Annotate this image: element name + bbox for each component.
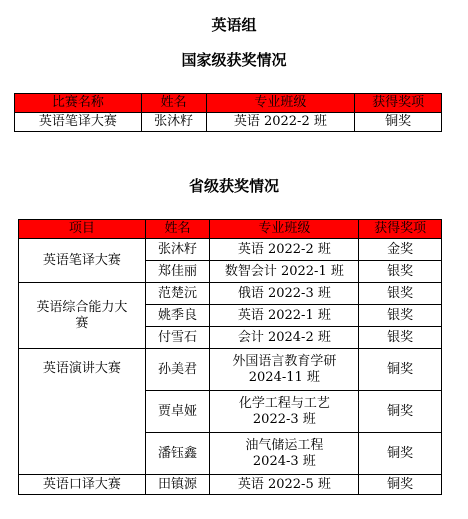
header-award: 获得奖项 [359, 220, 442, 239]
name-cell: 潘钰鑫 [145, 433, 210, 475]
header-project: 项目 [19, 220, 146, 239]
name-cell: 张沐籽 [141, 113, 206, 132]
award-cell: 铜奖 [359, 349, 442, 391]
provincial-heading: 省级获奖情况 [188, 177, 279, 195]
table-row [19, 349, 442, 391]
national-heading: 国家级获奖情况 [181, 51, 287, 69]
class-cell: 英语 2022-2 班 [206, 113, 355, 132]
name-cell: 孙美君 [145, 349, 210, 391]
header-competition: 比赛名称 [15, 94, 142, 113]
award-cell: 铜奖 [359, 433, 442, 475]
table-header-row [19, 220, 442, 239]
competition-cell: 英语笔译大赛 [19, 239, 146, 283]
award-cell: 银奖 [359, 305, 442, 327]
class-cell: 英语 2022-2 班 [210, 239, 359, 261]
competition-cell: 英语演讲大赛 [19, 349, 146, 475]
class-cell: 化学工程与工艺 2022-3 班 [210, 391, 359, 433]
class-cell: 俄语 2022-3 班 [210, 283, 359, 305]
table-row [19, 475, 442, 495]
class-cell: 数智会计 2022-1 班 [210, 261, 359, 283]
class-cell: 外国语言教育学研 2024-11 班 [210, 349, 359, 391]
header-award: 获得奖项 [355, 94, 442, 113]
name-cell: 张沐籽 [145, 239, 210, 261]
award-cell: 银奖 [359, 283, 442, 305]
name-cell: 贾卓娅 [145, 391, 210, 433]
name-cell: 付雪石 [145, 327, 210, 349]
award-cell: 铜奖 [359, 475, 442, 495]
competition-cell: 英语笔译大赛 [15, 113, 142, 132]
header-class: 专业班级 [206, 94, 355, 113]
table-header-row [15, 94, 442, 113]
class-cell: 油气储运工程 2024-3 班 [210, 433, 359, 475]
table-row [19, 283, 442, 305]
award-cell: 金奖 [359, 239, 442, 261]
provincial-awards-table [18, 219, 442, 495]
award-cell: 铜奖 [359, 391, 442, 433]
class-cell: 英语 2022-1 班 [210, 305, 359, 327]
name-cell: 郑佳丽 [145, 261, 210, 283]
competition-cell: 英语口译大赛 [19, 475, 146, 495]
name-cell: 姚季良 [145, 305, 210, 327]
header-class: 专业班级 [210, 220, 359, 239]
document-title: 英语组 [211, 16, 257, 34]
competition-cell: 英语综合能力大赛 [19, 283, 146, 349]
name-cell: 田镇源 [145, 475, 210, 495]
header-name: 姓名 [145, 220, 210, 239]
table-row [15, 113, 442, 132]
award-cell: 银奖 [359, 327, 442, 349]
header-name: 姓名 [141, 94, 206, 113]
class-cell: 会计 2024-2 班 [210, 327, 359, 349]
table-row [19, 239, 442, 261]
award-cell: 银奖 [359, 261, 442, 283]
national-awards-table [14, 93, 442, 132]
name-cell: 范楚沅 [145, 283, 210, 305]
award-cell: 铜奖 [355, 113, 442, 132]
class-cell: 英语 2022-5 班 [210, 475, 359, 495]
